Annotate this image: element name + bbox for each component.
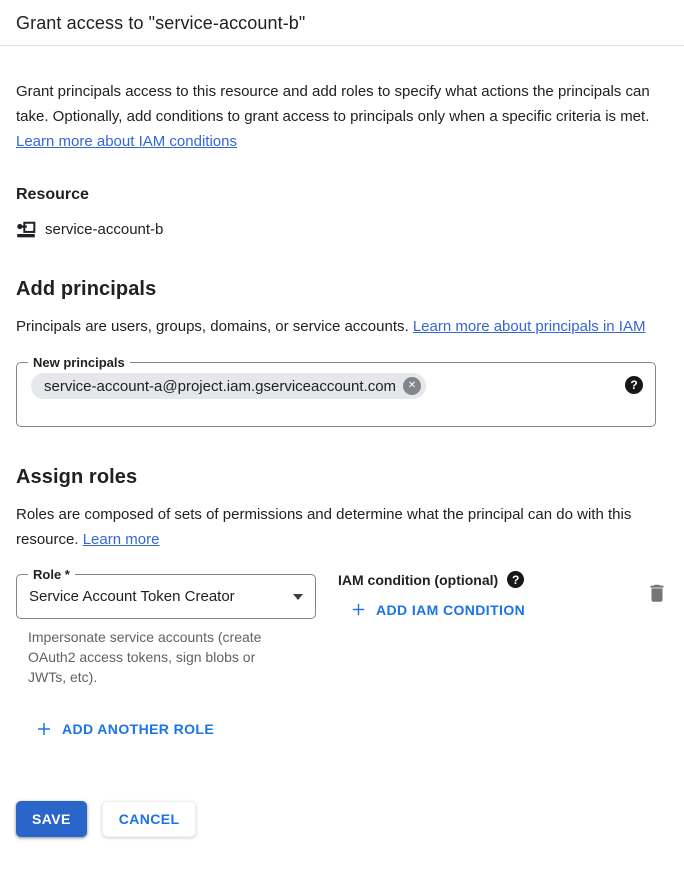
add-iam-condition-button[interactable] xyxy=(350,601,525,618)
dialog-footer xyxy=(0,743,684,854)
dialog-body xyxy=(0,79,684,743)
dialog-title: Grant access to "service-account-b" xyxy=(16,13,306,33)
service-account-icon xyxy=(16,219,36,239)
delete-role-button[interactable] xyxy=(646,581,668,608)
add-principals-description xyxy=(16,314,658,339)
role-column xyxy=(16,567,316,687)
save-button[interactable]: SAVE xyxy=(16,801,87,837)
question-icon: ? xyxy=(630,378,638,392)
new-principals-label: New principals xyxy=(28,355,130,370)
iam-conditions-link[interactable]: Learn more about IAM conditions xyxy=(16,133,237,150)
add-iam-condition-label: ADD IAM CONDITION xyxy=(376,601,526,618)
iam-condition-label: IAM condition (optional) xyxy=(338,571,499,588)
chip-remove-button[interactable] xyxy=(403,377,421,395)
add-another-role-button[interactable] xyxy=(35,720,214,738)
plus-icon xyxy=(350,601,367,618)
dropdown-arrow-icon xyxy=(293,594,303,600)
principal-chip-value: service-account-a@project.iam.gserviceaccount.com xyxy=(44,377,397,395)
intro-paragraph xyxy=(16,79,658,154)
principal-chip[interactable] xyxy=(31,373,426,399)
plus-icon xyxy=(35,720,53,738)
assign-roles-description xyxy=(16,502,658,552)
iam-condition-column xyxy=(338,571,646,623)
role-label: Role * xyxy=(28,567,75,582)
principals-learn-more-link[interactable]: Learn more about principals in IAM xyxy=(412,318,646,335)
role-select[interactable] xyxy=(16,567,316,619)
role-row xyxy=(16,567,668,687)
role-description: Impersonate service accounts (create OAuth2 access tokens, sign blobs or JWTs, etc). xyxy=(28,629,262,685)
dialog-header xyxy=(0,0,684,46)
close-icon: ✕ xyxy=(407,380,417,391)
add-another-role-label: ADD ANOTHER ROLE xyxy=(62,721,215,737)
trash-icon xyxy=(646,581,668,605)
iam-condition-label-row xyxy=(338,571,646,588)
resource-heading: Resource xyxy=(16,186,89,203)
resource-row xyxy=(16,219,668,239)
cancel-button[interactable]: CANCEL xyxy=(102,801,197,837)
add-principals-heading: Add principals xyxy=(16,278,157,300)
role-value: Service Account Token Creator xyxy=(29,588,235,605)
intro-text: Grant principals access to this resource and add roles to specify what actions the principals can take. Optionally, add conditions to grant access to principals only when a specific criteria is met. xyxy=(16,83,650,125)
condition-help-icon[interactable] xyxy=(507,571,524,588)
resource-name: service-account-b xyxy=(45,220,164,238)
assign-roles-heading: Assign roles xyxy=(16,466,138,488)
roles-text: Roles are composed of sets of permissions and determine what the principal can do with this resource. xyxy=(16,506,632,548)
roles-learn-more-link[interactable]: Learn more xyxy=(82,531,160,548)
question-icon: ? xyxy=(512,572,520,587)
principals-help-icon[interactable] xyxy=(625,376,643,394)
new-principals-field[interactable] xyxy=(16,355,656,427)
principals-text: Principals are users, groups, domains, or service accounts. xyxy=(16,318,413,335)
